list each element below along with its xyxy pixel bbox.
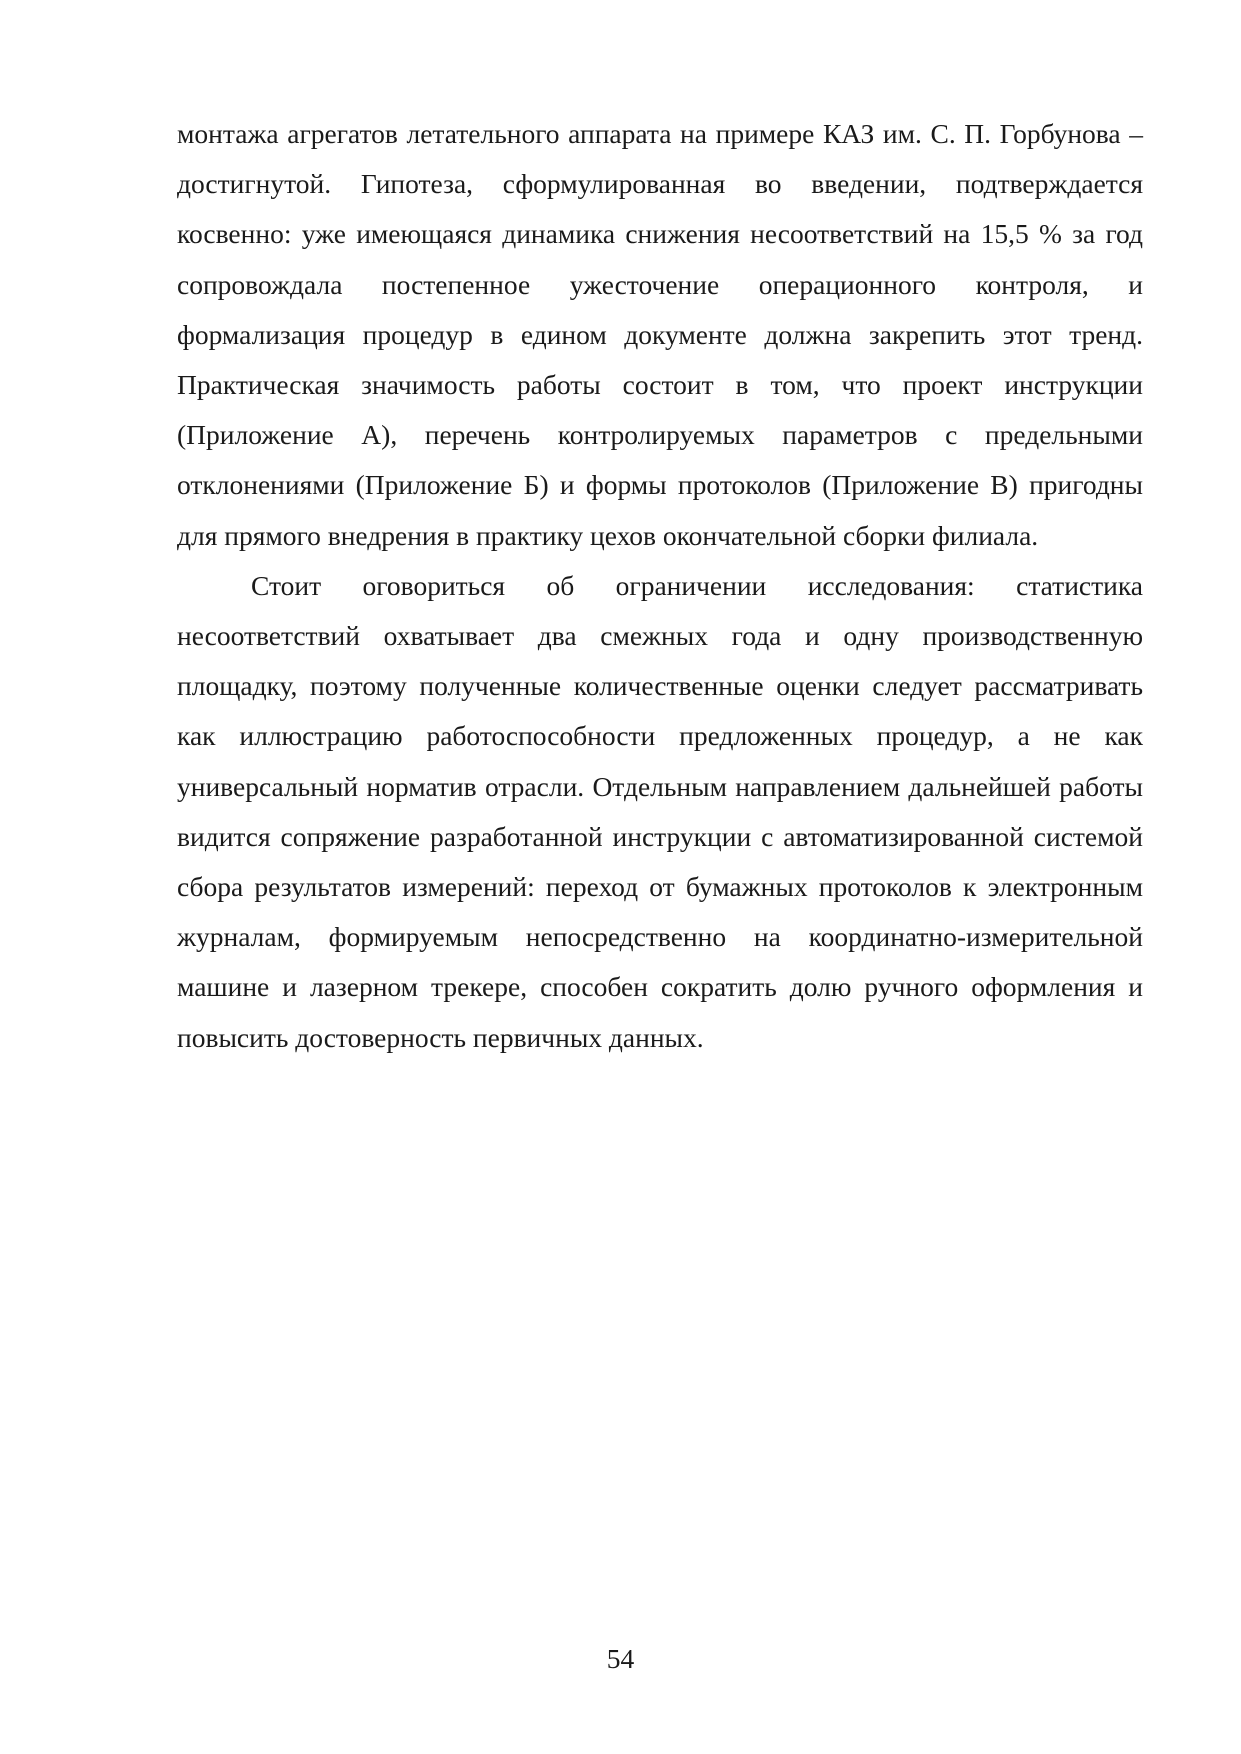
- paragraph-continuation: монтажа агрегатов летательного аппарата на примере КАЗ им. С. П. Горбунова – достигнутой. Гипотеза, сформулированная во введении, подтверждается косвенно: уже имеющаяся динамика снижения несоответствий на 15,5 % за год сопровождала постепенное ужесточение операционного контроля, и формализация процедур в едином документе должна закрепить этот тренд. Практическая значимость работы состоит в том, что проект инструкции (Приложение А), перечень контролируемых параметров с предельными отклонениями (Приложение Б) и формы протоколов (Приложение В) пригодны для прямого внедрения в практику цехов окончательной сборки филиала.: [177, 118, 1143, 551]
- page-number: 54: [606, 1643, 635, 1674]
- paragraph-limitations: Стоит оговориться об ограничении исследования: статистика несоответствий охватывает два смежных года и одну производственную площадку, поэтому полученные количественные оценки следует рассматривать как иллюстрацию работоспособности предложенных процедур, а не как универсальный норматив отрасли. Отдельным направлением дальнейшей работы видится сопряжение разработанной инструкции с автоматизированной системой сбора результатов измерений: переход от бумажных протоколов к электронным журналам, формируемым непосредственно на координатно-измерительной машине и лазерном трекере, способен сократить долю ручного оформления и повысить достоверность первичных данных.: [177, 569, 1143, 1053]
- body-text: [177, 109, 1143, 1063]
